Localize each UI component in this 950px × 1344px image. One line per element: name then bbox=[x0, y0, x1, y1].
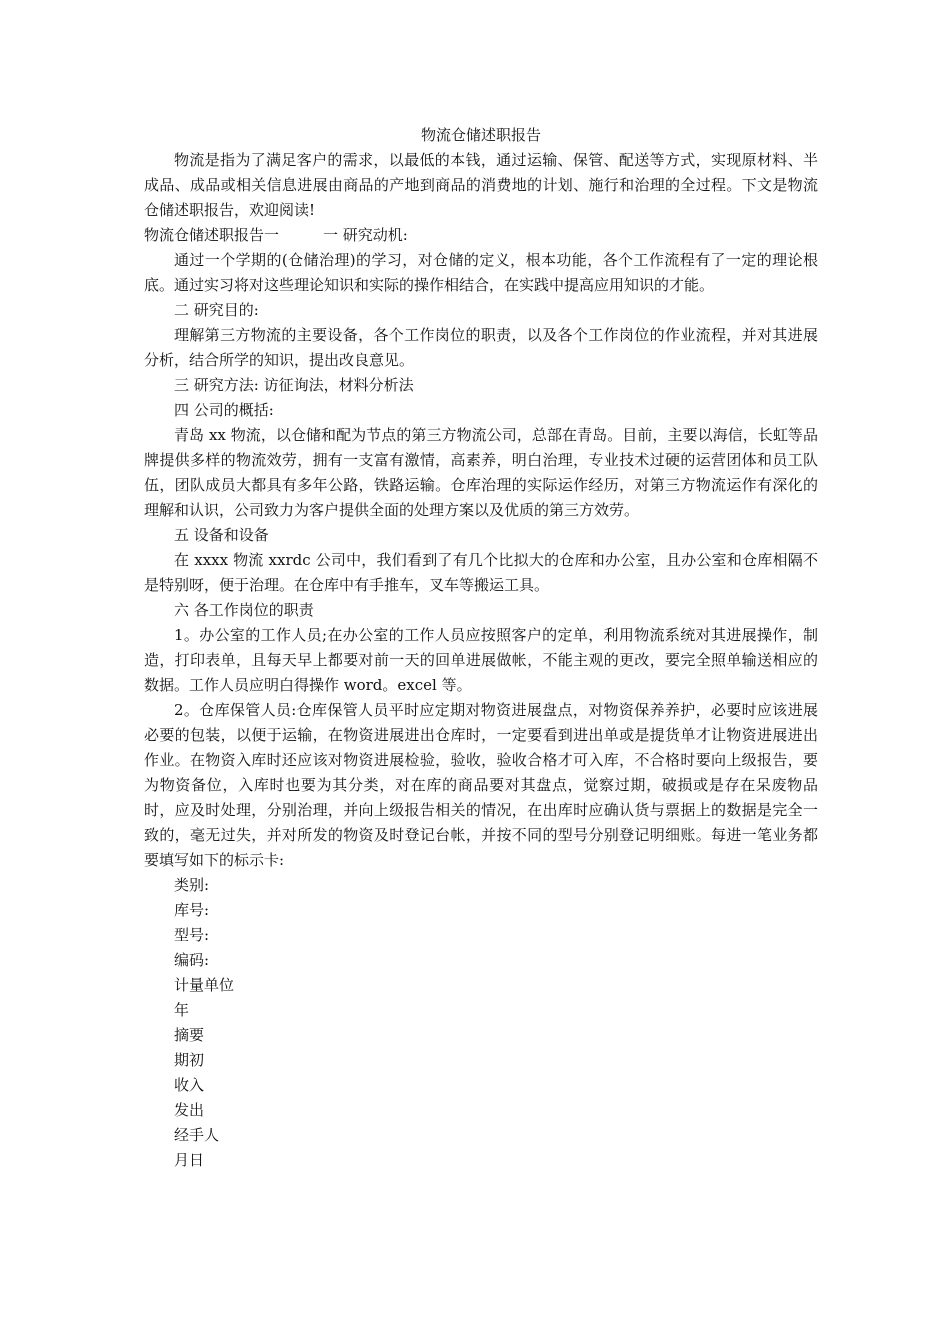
section-2-body: 理解第三方物流的主要设备，各个工作岗位的职责，以及各个工作岗位的作业流程，并对其进展分析，结合所学的知识，提出改良意见。 bbox=[144, 326, 818, 369]
intro-paragraph: 物流是指为了满足客户的需求，以最低的本钱，通过运输、保管、配送等方式，实现原材料、半成品、成品或相关信息进展由商品的产地到商品的消费地的计划、施行和治理的全过程。下文是物流仓储述职报告，欢迎阅读! bbox=[144, 151, 818, 219]
card-field: 经手人 bbox=[174, 1126, 220, 1144]
report-heading: 物流仓储述职报告一 bbox=[144, 226, 280, 244]
section-5-heading: 五 设备和设备 bbox=[174, 526, 269, 544]
section-1-body: 通过一个学期的(仓储治理)的学习，对仓储的定义，根本功能，各个工作流程有了一定的理论根底。通过实习将对这些理论知识和实际的操作相结合，在实践中提高应用知识的才能。 bbox=[144, 251, 818, 294]
section-6-item-2: 2。仓库保管人员:仓库保管人员平时应定期对物资进展盘点，对物资保养养护，必要时应该进展必要的包装，以便于运输，在物资进展进出仓库时，一定要看到进出单或是提货单才让物资进展进出作业。在物资入库时还应该对物资进展检验，验收，验收合格才可入库，不合格时要向上级报告，要为物资备位，入库时也要为其分类，对在库的商品要对其盘点，觉察过期，破损或是存在呆废物品时，应及时处理，分别治理，并向上级报告相关的情况，在出库时应确认货与票据上的数据是完全一致的，毫无过失，并对所发的物资及时登记台帐，并按不同的型号分别登记明细账。每进一笔业务都要填写如下的标示卡: bbox=[144, 701, 818, 869]
section-1-heading: 一 研究动机: bbox=[323, 226, 408, 244]
document-page bbox=[144, 123, 818, 1173]
card-field: 期初 bbox=[174, 1051, 205, 1069]
section-5-body: 在 xxxx 物流 xxrdc 公司中，我们看到了有几个比拟大的仓库和办公室，且办公室和仓库相隔不是特别呀，便于治理。在仓库中有手推车，叉车等搬运工具。 bbox=[144, 551, 818, 594]
card-field: 年 bbox=[174, 1001, 190, 1019]
card-field: 型号: bbox=[174, 926, 210, 944]
section-4-heading: 四 公司的概括: bbox=[174, 401, 274, 419]
card-field: 摘要 bbox=[174, 1026, 205, 1044]
report-heading-line bbox=[144, 223, 818, 248]
card-field: 月日 bbox=[174, 1151, 205, 1169]
section-6-heading: 六 各工作岗位的职责 bbox=[174, 601, 314, 619]
document-title: 物流仓储述职报告 bbox=[420, 126, 541, 144]
card-field: 类别: bbox=[174, 876, 210, 894]
card-field: 库号: bbox=[174, 901, 210, 919]
card-field: 计量单位 bbox=[174, 976, 235, 994]
section-6-item-1: 1。办公室的工作人员;在办公室的工作人员应按照客户的定单，利用物流系统对其进展操作，制造，打印表单，且每天早上都要对前一天的回单进展做帐，不能主观的更改，要完全照单输送相应的数据。工作人员应明白得操作 word。excel 等。 bbox=[144, 626, 818, 694]
card-field: 发出 bbox=[174, 1101, 205, 1119]
section-2-heading: 二 研究目的: bbox=[174, 301, 259, 319]
card-field: 编码: bbox=[174, 951, 210, 969]
section-4-body: 青岛 xx 物流，以仓储和配为节点的第三方物流公司，总部在青岛。目前，主要以海信，长虹等品牌提供多样的物流效劳，拥有一支富有激情，高素养，明白治理，专业技术过硬的运营团体和员工队伍，团队成员大都具有多年公路，铁路运输。仓库治理的实际运作经历，对第三方物流运作有深化的理解和认识，公司致力为客户提供全面的处理方案以及优质的第三方效劳。 bbox=[144, 426, 818, 519]
section-3-heading: 三 研究方法: 访征询法，材料分析法 bbox=[174, 376, 414, 394]
card-field: 收入 bbox=[174, 1076, 205, 1094]
